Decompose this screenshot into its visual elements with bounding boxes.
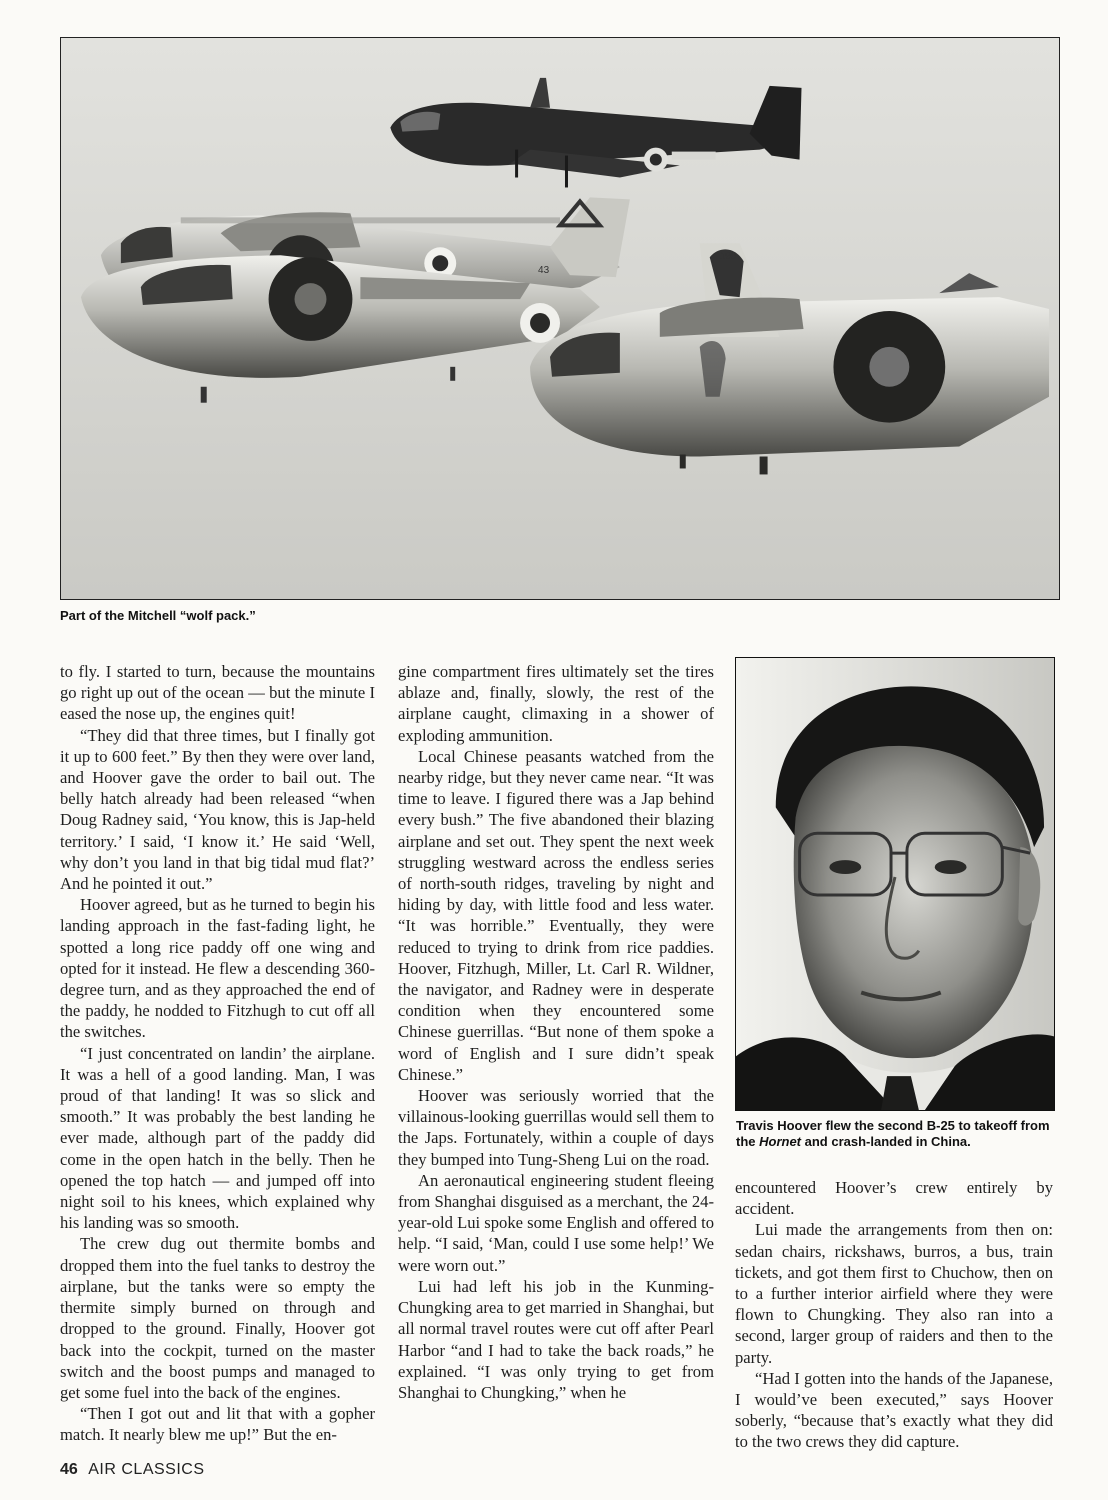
paragraph: Lui had left his job in the Kunming-Chungking area to get married in Shanghai, but all normal travel routes were cut off after Pearl Harbor “and I had to take the back roads,” he explained. “I was only trying to get from Shanghai to Chungking,” when he — [398, 1276, 714, 1402]
page-number: 46 — [60, 1461, 78, 1478]
magazine-name: AIR CLASSICS — [88, 1461, 205, 1478]
paragraph: gine compartment fires ultimately set the tires ablaze and, finally, slowly, the rest of the airplane caught, climaxing in a shower of exploding ammunition. — [398, 662, 714, 745]
bomber-formation-photo — [60, 37, 1060, 600]
tail-number-43: 43 — [538, 265, 550, 277]
paragraph: “Then I got out and lit that with a gopher match. It nearly blew me up!” But the en- — [60, 1404, 375, 1445]
page-footer — [60, 1461, 205, 1479]
paragraph: Hoover agreed, but as he turned to begin his landing approach in the fast-fading light, he spotted a long rice paddy off one wing and opted for it instead. He flew a descending 360-degree turn, and as they approached the end of the paddy, he nodded to Fitzhugh to cut off all the switches. — [60, 895, 375, 1042]
paragraph: Hoover was seriously worried that the villainous-looking guerrillas would sell them to the Japs. Fortunately, within a couple of days they bumped into Tung-Sheng Lui on the road. — [398, 1086, 714, 1169]
article-column-1 — [60, 661, 375, 1446]
paragraph: An aeronautical engineering student fleeing from Shanghai disguised as a merchant, the 24-year-old Lui spoke some English and offered to help. “I said, ‘Man, could I use some help!’ We were worn out.” — [398, 1170, 714, 1275]
paragraph: “They did that three times, but I finally got it up to 600 feet.” By then they were over land, and Hoover gave the order to bail out. The belly hatch already had been released “when Doug Radney said, ‘You know, this is Jap-held territory.’ I said, ‘I know it.’ He said ‘Well, why don’t you land in that big tidal mud flat?’ And he pointed it out.” — [60, 725, 375, 894]
paragraph: Local Chinese peasants watched from the nearby ridge, but they never came near. “It was time to leave. I figured there was a Jap behind every bush.” The five abandoned their blazing airplane and set out. They spent the next week struggling westward across the endless series of north-south ridges, traveling by night and hiding by day, with little food and less water. “It was horrible.” Eventually, they were reduced to trying to drink from rice paddies. Hoover, Fitzhugh, Miller, Lt. Carl R. Wildner, the navigator, and Radney were in desperate condition when they encountered some Chinese guerrillas. “But none of them spoke a word of English and I sure didn’t speak Chinese.” — [398, 746, 714, 1084]
article-column-3 — [735, 1177, 1053, 1453]
paragraph: to fly. I started to turn, because the mountains go right up out of the ocean — but the minute I eased the nose up, the engines quit! — [60, 662, 375, 724]
travis-hoover-portrait — [735, 657, 1055, 1111]
article-column-2 — [398, 661, 714, 1403]
paragraph: Lui made the arrangements from then on: sedan chairs, rickshaws, burros, a bus, train tickets, and got them first to Chuchow, then on to a further interior airfield where they were flown to Chungking. They also ran into a second, larger group of raiders and then to the party. — [735, 1220, 1053, 1367]
paragraph: The crew dug out thermite bombs and dropped them into the fuel tanks to destroy the airplane, but the tanks were so empty the thermite simply burned on through and dropped to the ground. Finally, Hoover got back into the cockpit, turned on the master switch and the boost pumps and managed to get some fuel into the back of the engines. — [60, 1234, 375, 1402]
caption-ship-name: Hornet — [759, 1134, 802, 1149]
paragraph: “Had I gotten into the hands of the Japanese, I would’ve been executed,” says Hoover soberly, “because that’s exactly what they did to the two crews they did capture. — [735, 1368, 1053, 1452]
photo-caption: Part of the Mitchell “wolf pack.” — [60, 608, 256, 623]
paragraph: “I just concentrated on landin’ the airplane. It was a hell of a good landing. Man, I was proud of that landing! It was so slick and smooth.” It was probably the best landing he ever made, although part of the paddy did come in the open hatch in the belly. Then he opened the top hatch — and jumped off into night soil to his knees, which explained why his landing was so smooth. — [60, 1043, 375, 1233]
tail-number-199: 199 — [719, 251, 737, 263]
caption-text: and crash-landed in China. — [801, 1134, 971, 1149]
caption-text: Travis Hoover flew the second B-25 to takeoff from the — [736, 1118, 1050, 1149]
paragraph: encountered Hoover’s crew entirely by accident. — [735, 1178, 1053, 1219]
portrait-caption — [736, 1118, 1056, 1150]
